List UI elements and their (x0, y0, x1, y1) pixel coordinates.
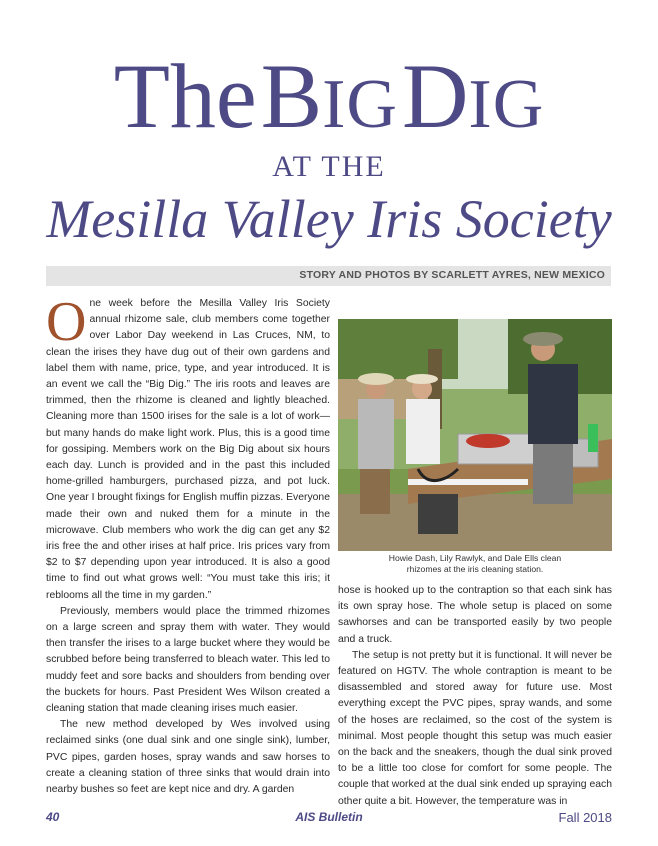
title-society: Mesilla Valley Iris Society (46, 189, 612, 249)
caption-line-2: rhizomes at the iris cleaning station. (406, 564, 544, 574)
photo-caption (338, 553, 612, 575)
byline: STORY AND PHOTOS BY SCARLETT AYRES, NEW MEXICO (299, 269, 605, 281)
title-subline: AT THE (272, 150, 386, 183)
paragraph-1-text: ne week before the Mesilla Valley Iris Society annual rhizome sale, club members come together over Labor Day weekend in Las Cruces, NM, to clean the irises they have dug out of their own gardens and label them with name, price, type, and year introduced. It is an event we call the “Big Dig.” The iris roots and leaves are trimmed, then the rhizome is cleaned and lightly bleached. Cleaning more than 1500 irises for the sale is a lot of work—but many hands do make light work. Plus, this is a good time for gossiping. Members work on the Big Dig about six hours each day. Lunch is provided and in the past this included home-grilled hamburgers, purchased pizza, and pot luck. One year I brought fixings for English muffin pizzas. Everyone made their own and nuked them for a minute in the microwave. Club members who work the dig can get any $2 iris free the and other irises at half price. Iris prices vary from $2 to $7 depending upon year introduced. It is also a good time to find out what grows well: “You must take this iris; it reblooms all the time in my garden.” (46, 298, 330, 601)
photo-illustration (338, 319, 612, 551)
title-word-big-initial: B (260, 45, 323, 147)
drop-cap: O (46, 291, 87, 353)
paragraph-4: hose is hooked up to the contraption so that each sink has its own spray hose. The whole setup is placed on some sawhorses and can be transported easily by two people and a truck. (338, 585, 612, 645)
issue-date: Fall 2018 (558, 810, 612, 825)
paragraph-5: The setup is not pretty but it is functional. It will never be featured on HGTV. The whole contraption is meant to be disassembled and stored away for future use. Most everything except the PVC pipes, spray wands, and some of the hoses are reclaimed, so the cost of the system is minimal. Most people thought this setup was much easier on the back and the sneakers, though the dual sink proved to be a little too close for comfort for some people. The couple that worked at the dual sink ended up spraying each other quite a bit. However, the temperature was in (338, 649, 612, 807)
paragraph-3: The new method developed by Wes involved using reclaimed sinks (one dual sink and one single sink), lumber, PVC pipes, garden hoses, spray wands and saw horses to create a cleaning station of three sinks that would drain into nearby bushes so feet are kept nice and dry. A garden (46, 719, 330, 796)
byline-bar (46, 266, 611, 286)
caption-line-1: Howie Dash, Lily Rawlyk, and Dale Ells clean (388, 553, 562, 563)
title-word-the: The (113, 45, 257, 147)
article-column-left (46, 291, 330, 798)
publication-name: AIS Bulletin (295, 810, 363, 824)
paragraph-1 (46, 291, 330, 604)
title-word-dig-rest: IG (468, 66, 545, 143)
paragraph-2: Previously, members would place the trimmed rhizomes on a large screen and spray them with water. They would then transfer the irises to a large bucket where they would be scrubbed before being transferred to bleach water. This led to muddy feet and sore backs and shoulders from bending over the buckets for hours. Past President Wes Wilson created a cleaning station that made cleaning irises much easier. (46, 605, 330, 715)
article-title (0, 45, 658, 147)
article-column-right (338, 583, 612, 810)
title-word-big-rest: IG (322, 66, 398, 143)
photo-iris-cleaning-station (338, 319, 612, 551)
page-number: 40 (46, 810, 60, 824)
title-word-dig-initial: D (401, 45, 469, 147)
